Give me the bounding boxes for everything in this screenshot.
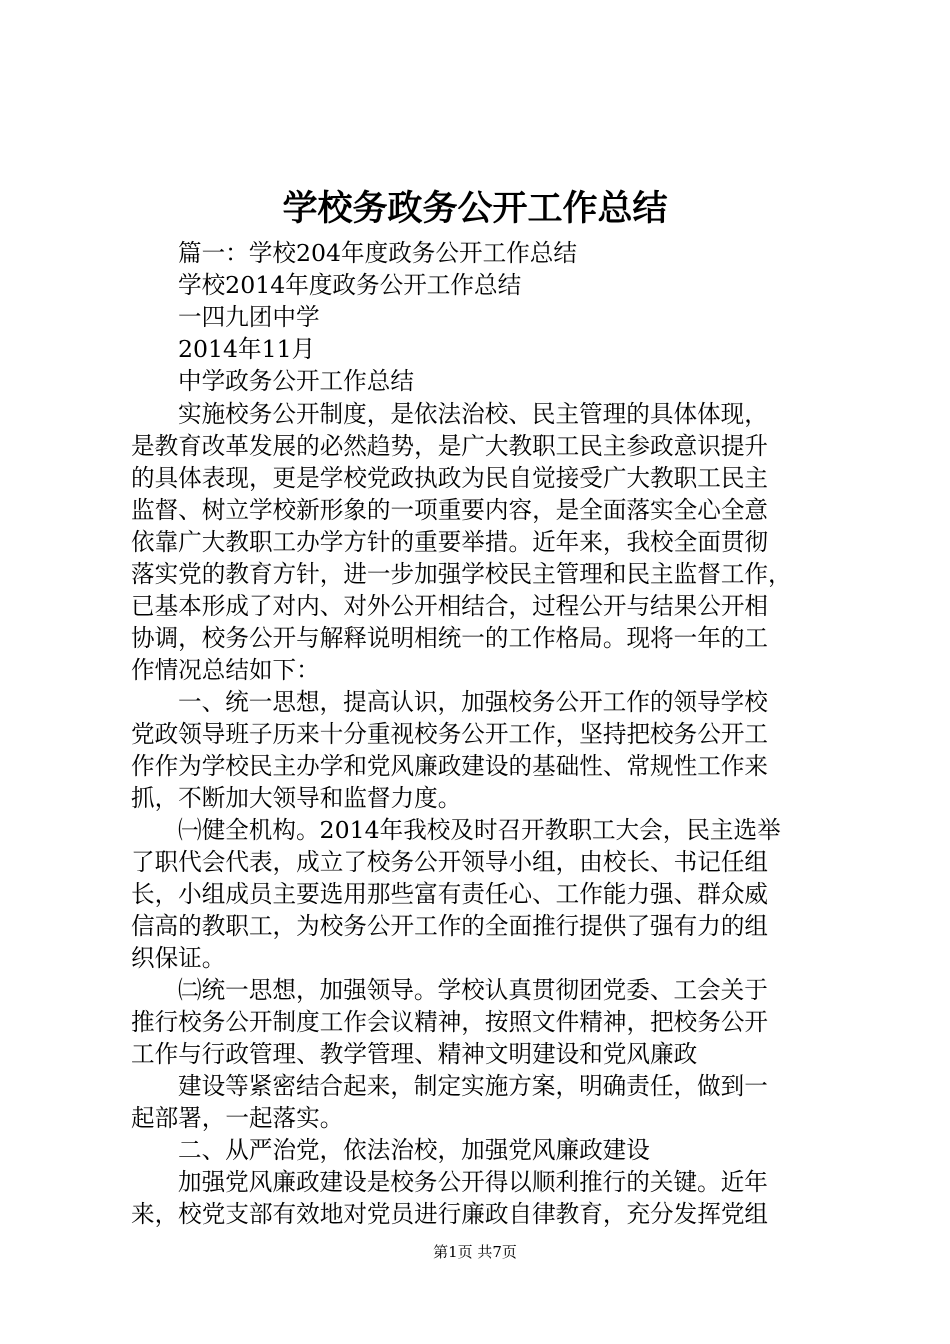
body-line: 的具体表现，更是学校党政执政为民自觉接受广大教职工民主 bbox=[131, 464, 769, 492]
body-line: 落实党的教育方针，进一步加强学校民主管理和民主监督工作， bbox=[131, 560, 792, 588]
body-line: 来，校党支部有效地对党员进行廉政自律教育，充分发挥党组 bbox=[131, 1200, 769, 1228]
body-line: 已基本形成了对内、对外公开相结合，过程公开与结果公开相 bbox=[131, 592, 769, 620]
document-title: 学校务政务公开工作总结 bbox=[282, 188, 668, 229]
body-line: 了职代会代表，成立了校务公开领导小组，由校长、书记任组 bbox=[131, 848, 769, 876]
body-line: 2014年11月 bbox=[178, 335, 316, 363]
body-line: ㈡统一思想，加强领导。学校认真贯彻团党委、工会关于 bbox=[178, 976, 768, 1004]
body-line: 作作为学校民主办学和党风廉政建设的基础性、常规性工作来 bbox=[131, 752, 769, 780]
body-line: 长，小组成员主要选用那些富有责任心、工作能力强、群众威 bbox=[131, 880, 769, 908]
body-line: 实施校务公开制度，是依法治校、民主管理的具体体现， bbox=[178, 400, 768, 428]
body-line: ㈠健全机构。2014年我校及时召开教职工大会，民主选举 bbox=[178, 816, 781, 844]
body-line: 起部署，一起落实。 bbox=[131, 1104, 344, 1132]
body-line: 学校2014年度政务公开工作总结 bbox=[178, 271, 522, 299]
body-line: 一、统一思想，提高认识，加强校务公开工作的领导学校 bbox=[178, 688, 768, 716]
body-line: 篇一：学校204年度政务公开工作总结 bbox=[178, 239, 577, 267]
body-line: 协调，校务公开与解释说明相统一的工作格局。现将一年的工 bbox=[131, 624, 769, 652]
body-line: 作情况总结如下： bbox=[131, 656, 320, 684]
body-line: 依靠广大教职工办学方针的重要举措。近年来，我校全面贯彻 bbox=[131, 528, 769, 556]
page-footer: 第1页 共7页 bbox=[433, 1243, 517, 1261]
body-line: 抓，不断加大领导和监督力度。 bbox=[131, 784, 462, 812]
body-line: 二、从严治党，依法治校，加强党风廉政建设 bbox=[178, 1136, 650, 1164]
body-line: 是教育改革发展的必然趋势，是广大教职工民主参政意识提升 bbox=[131, 432, 769, 460]
body-line: 中学政务公开工作总结 bbox=[178, 367, 414, 395]
body-line: 建设等紧密结合起来，制定实施方案，明确责任，做到一 bbox=[178, 1072, 768, 1100]
body-line: 信高的教职工，为校务公开工作的全面推行提供了强有力的组 bbox=[131, 912, 769, 940]
body-line: 织保证。 bbox=[131, 944, 226, 972]
body-line: 推行校务公开制度工作会议精神，按照文件精神，把校务公开 bbox=[131, 1008, 769, 1036]
body-line: 党政领导班子历来十分重视校务公开工作，坚持把校务公开工 bbox=[131, 720, 769, 748]
body-line: 工作与行政管理、教学管理、精神文明建设和党风廉政 bbox=[131, 1040, 698, 1068]
body-line: 一四九团中学 bbox=[178, 303, 320, 331]
body-line: 监督、树立学校新形象的一项重要内容，是全面落实全心全意 bbox=[131, 496, 769, 524]
body-line: 加强党风廉政建设是校务公开得以顺利推行的关键。近年 bbox=[178, 1168, 768, 1196]
